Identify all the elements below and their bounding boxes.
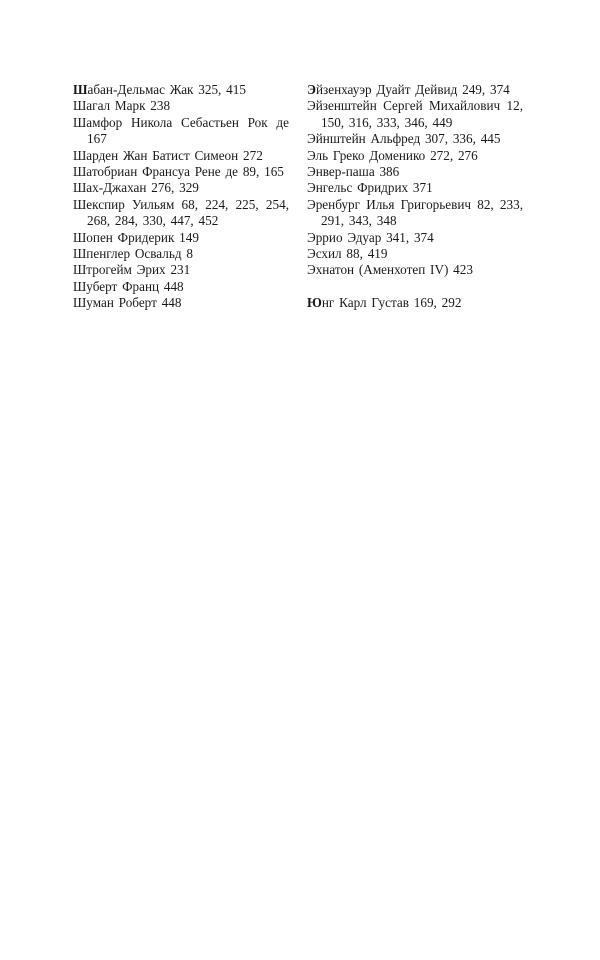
index-entry	[73, 164, 289, 180]
index-entry-text: Шагал Марк 238	[73, 98, 171, 114]
index-entry	[307, 230, 523, 246]
index-entry	[307, 180, 523, 196]
index-entry	[307, 246, 523, 262]
index-entry-text: Шамфор Никола Себастьен Рок де 167	[73, 114, 289, 147]
section-gap	[307, 279, 523, 295]
index-entry	[73, 246, 289, 262]
index-entry-text: Эль Греко Доменико 272, 276	[307, 147, 478, 163]
index-entry-text: нг Карл Густав 169, 292	[321, 295, 462, 311]
index-entry-text: Шуберт Франц 448	[73, 278, 184, 294]
index-entry-text: Шатобриан Франсуа Рене де 89, 165	[73, 164, 284, 180]
index-entry	[73, 230, 289, 246]
index-entry-text: Энвер-паша 386	[307, 164, 400, 180]
index-entry	[73, 180, 289, 196]
index-entry	[307, 295, 523, 311]
index-column-left	[73, 82, 289, 312]
index-entry	[307, 82, 523, 98]
index-entry	[307, 197, 523, 230]
index-entry-text: Эренбург Илья Григорьевич 82, 233, 291, 343, 348	[307, 196, 523, 229]
index-entry	[307, 262, 523, 278]
index-entry-text: Энгельс Фридрих 371	[307, 180, 433, 196]
index-entry	[73, 197, 289, 230]
index-entry-text: Штрогейм Эрих 231	[73, 262, 191, 278]
index-entry	[307, 148, 523, 164]
index-entry-text: Шопен Фридерик 149	[73, 229, 199, 245]
index-entry-text: Эхнатон (Аменхотеп IV) 423	[307, 262, 473, 278]
index-entry	[73, 148, 289, 164]
index-letter-heading: Ю	[307, 295, 322, 311]
index-entry-text: Шпенглер Освальд 8	[73, 246, 193, 262]
index-letter-heading: Ш	[73, 82, 88, 97]
index-entry-text: абан-Дельмас Жак 325, 415	[87, 82, 246, 97]
index-entry-text: Эсхил 88, 419	[307, 246, 388, 262]
index-entry-text: Шах-Джахан 276, 329	[73, 180, 199, 196]
index-entry	[73, 98, 289, 114]
index-entry	[307, 164, 523, 180]
index-entry	[73, 115, 289, 148]
index-entry	[73, 82, 289, 98]
index-entry	[73, 262, 289, 278]
index-entry-text: Эйзенштейн Сергей Михайлович 12, 150, 316, 333, 346, 449	[307, 98, 523, 130]
index-entry-text: Шуман Роберт 448	[73, 295, 182, 311]
index-entry-text: йзенхауэр Дуайт Дейвид 249, 374	[315, 82, 510, 97]
index-entry	[307, 131, 523, 147]
index-letter-heading: Э	[307, 82, 316, 97]
index-column-right	[307, 82, 523, 312]
index-entry-text: Шекспир Уильям 68, 224, 225, 254, 268, 284, 330, 447, 452	[73, 196, 289, 229]
index-entry-text: Шарден Жан Батист Симеон 272	[73, 147, 263, 163]
index-entry-text: Эррио Эдуар 341, 374	[307, 229, 434, 245]
index-entry	[307, 98, 523, 131]
index-entry	[73, 279, 289, 295]
index-entry-text: Эйнштейн Альфред 307, 336, 445	[307, 131, 501, 147]
index-entry	[73, 295, 289, 311]
